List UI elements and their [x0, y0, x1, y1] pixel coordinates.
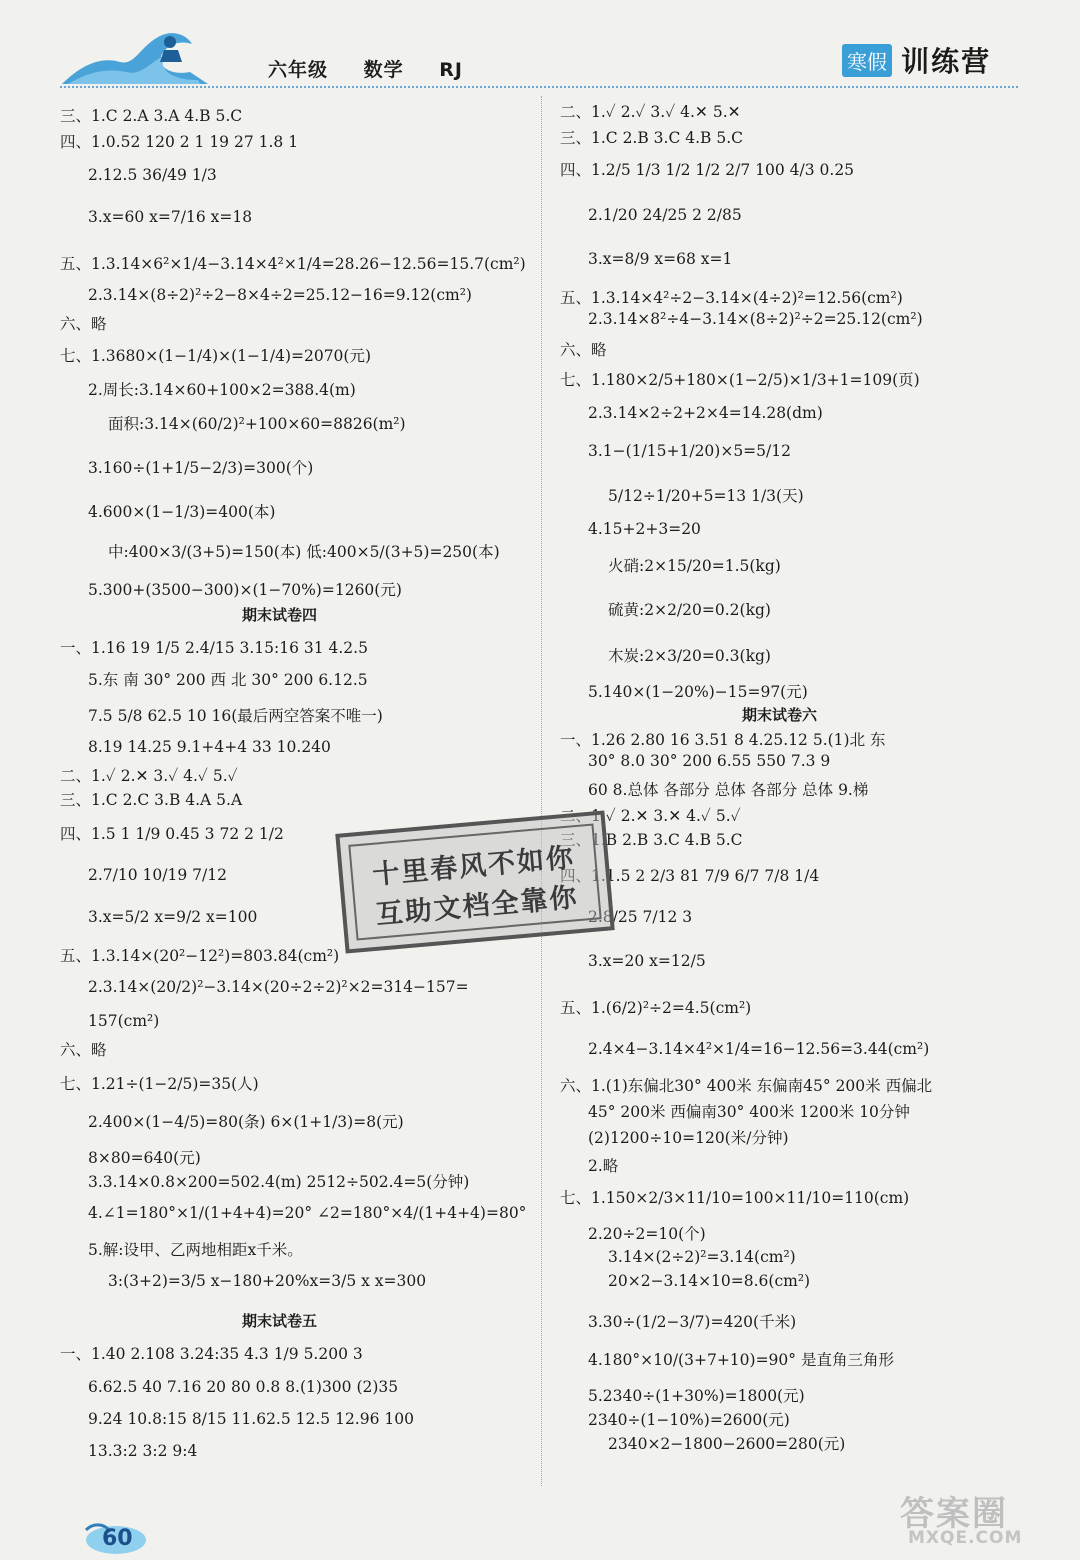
brand-tag: 寒假 — [842, 44, 892, 77]
answer-line: 2.3.14×(20/2)²−3.14×(20÷2÷2)²×2=314−157= — [88, 978, 469, 996]
answer-line: 四、1.5 1 1/9 0.45 3 72 2 1/2 — [60, 825, 284, 843]
answer-line: 2340÷(1−10%)=2600(元) — [588, 1411, 790, 1429]
header-divider — [60, 86, 1018, 88]
answer-line: 四、1.0.52 120 2 1 19 27 1.8 1 — [60, 133, 299, 151]
answer-line: 五、1.3.14×(20²−12²)=803.84(cm²) — [60, 947, 340, 965]
answer-line: 4.180°×10/(3+7+10)=90° 是直角三角形 — [588, 1351, 894, 1369]
answer-line: 二、1.✓ 2.✕ 3.✓ 4.✓ 5.✓ — [60, 767, 238, 785]
answer-line: 五、1.3.14×4²÷2−3.14×(4÷2)²=12.56(cm²) — [560, 289, 903, 307]
answer-line: 木炭:2×3/20=0.3(kg) — [608, 647, 771, 665]
answer-line: 7.5 5/8 62.5 10 16(最后两空答案不唯一) — [88, 707, 383, 725]
answer-line: 五、1.3.14×6²×1/4−3.14×4²×1/4=28.26−12.56=15.7(cm²) — [60, 255, 526, 273]
header-title — [268, 55, 491, 82]
answer-line: 3.x=60 x=7/16 x=18 — [88, 208, 253, 226]
answer-line: 2340×2−1800−2600=280(元) — [608, 1435, 846, 1453]
answer-line: 9.24 10.8:15 8/15 11.62.5 12.5 12.96 100 — [88, 1410, 414, 1428]
answer-line: 2.1/20 24/25 2 2/85 — [588, 206, 742, 224]
answer-line: 3.x=5/2 x=9/2 x=100 — [88, 908, 258, 926]
wave-surfer-logo-icon — [60, 26, 210, 88]
answer-line: 5.140×(1−20%)−15=97(元) — [588, 683, 808, 701]
answer-line: 2.7/10 10/19 7/12 — [88, 866, 227, 884]
answer-line: 3.1−(1/15+1/20)×5=5/12 — [588, 442, 791, 460]
watermark-url: MXQE.COM — [908, 1528, 1023, 1548]
answer-line: 2.4×4−3.14×4²×1/4=16−12.56=3.44(cm²) — [588, 1040, 930, 1058]
watermark-text: 答案圈 — [900, 1494, 1008, 1534]
answer-line: 一、1.26 2.80 16 3.51 8 4.25.12 5.(1)北 东 — [560, 731, 886, 749]
answer-line: 三、1.C 2.B 3.C 4.B 5.C — [560, 129, 744, 147]
answer-line: 二、1.✓ 2.✕ 3.✕ 4.✓ 5.✓ — [560, 807, 741, 825]
answer-line: 3.x=8/9 x=68 x=1 — [588, 250, 733, 268]
answer-line: 3.160÷(1+1/5−2/3)=300(个) — [88, 459, 314, 477]
answer-line: 3.x=20 x=12/5 — [588, 952, 706, 970]
section-title: 期末试卷四 — [242, 606, 318, 624]
answer-line: 硫黄:2×2/20=0.2(kg) — [608, 601, 771, 619]
answer-line: 2.20÷2=10(个) — [588, 1225, 706, 1243]
edition-label: RJ — [439, 59, 463, 81]
stamp-line-2: 互助文档全靠你 — [374, 882, 580, 931]
answer-line: 4.600×(1−1/3)=400(本) — [88, 503, 276, 521]
section-title: 期末试卷五 — [242, 1312, 318, 1330]
answer-line: 四、1.1.5 2 2/3 81 7/9 6/7 7/8 1/4 — [560, 867, 820, 885]
answer-line: 3.14×(2÷2)²=3.14(cm²) — [608, 1248, 796, 1266]
answer-line: 30° 8.0 30° 200 6.55 550 7.3 9 — [588, 752, 831, 770]
answer-line: (2)1200÷10=120(米/分钟) — [588, 1129, 789, 1147]
answer-line: 四、1.2/5 1/3 1/2 1/2 2/7 100 4/3 0.25 — [560, 161, 855, 179]
answer-line: 8×80=640(元) — [88, 1149, 201, 1167]
answer-line: 一、1.40 2.108 3.24:35 4.3 1/9 5.200 3 — [60, 1345, 363, 1363]
answer-line: 2.400×(1−4/5)=80(条) 6×(1+1/3)=8(元) — [88, 1113, 404, 1131]
answer-line: 中:400×3/(3+5)=150(本) 低:400×5/(3+5)=250(本) — [108, 543, 500, 561]
column-divider — [541, 96, 542, 1486]
answer-line: 6.62.5 40 7.16 20 80 0.8 8.(1)300 (2)35 — [88, 1378, 399, 1396]
answer-line: 45° 200米 西偏南30° 400米 1200米 10分钟 — [588, 1103, 910, 1121]
brand-logo — [842, 40, 991, 78]
answer-line: 二、1.✓ 2.✓ 3.✓ 4.✕ 5.✕ — [560, 103, 741, 121]
subject-label: 数学 — [363, 59, 404, 81]
answer-line: 2.3.14×2÷2+2×4=14.28(dm) — [588, 404, 823, 422]
answer-line: 8.19 14.25 9.1+4+4 33 10.240 — [88, 738, 331, 756]
brand-name: 训练营 — [901, 45, 992, 78]
answer-line: 三、1.C 2.A 3.A 4.B 5.C — [60, 107, 243, 125]
answer-line: 六、略 — [560, 341, 607, 359]
answer-line: 七、1.3680×(1−1/4)×(1−1/4)=2070(元) — [60, 347, 372, 365]
page-header — [0, 0, 1080, 95]
answer-line: 3:(3+2)=3/5 x−180+20%x=3/5 x x=300 — [108, 1272, 427, 1290]
answer-line: 13.3:2 3:2 9:4 — [88, 1442, 198, 1460]
answer-line: 3.3.14×0.8×200=502.4(m) 2512÷502.4=5(分钟) — [88, 1173, 470, 1191]
grade-label: 六年级 — [268, 59, 329, 81]
answer-line: 60 8.总体 各部分 总体 各部分 总体 9.梯 — [588, 781, 869, 799]
answer-line: 2.3.14×8²÷4−3.14×(8÷2)²÷2=25.12(cm²) — [588, 310, 923, 328]
answer-line: 3.30÷(1/2−3/7)=420(千米) — [588, 1313, 797, 1331]
answer-line: 三、1.C 2.C 3.B 4.A 5.A — [60, 791, 243, 809]
answer-line: 5.300+(3500−300)×(1−70%)=1260(元) — [88, 581, 402, 599]
answer-line: 4.15+2+3=20 — [588, 520, 701, 538]
answer-line: 5.东 南 30° 200 西 北 30° 200 6.12.5 — [88, 671, 368, 689]
page-number-badge — [80, 1520, 150, 1556]
answer-line: 七、1.150×2/3×11/10=100×11/10=110(cm) — [560, 1189, 910, 1207]
answer-line: 六、略 — [60, 315, 107, 333]
answer-line: 2.周长:3.14×60+100×2=388.4(m) — [88, 381, 356, 399]
stamp-overlay — [335, 810, 614, 953]
answer-line: 2.略 — [588, 1157, 619, 1175]
answer-line: 2.3.14×(8÷2)²÷2−8×4÷2=25.12−16=9.12(cm²) — [88, 286, 472, 304]
answer-line: 4.∠1=180°×1/(1+4+4)=20° ∠2=180°×4/(1+4+4)=80° — [88, 1204, 527, 1222]
answer-line: 火硝:2×15/20=1.5(kg) — [608, 557, 781, 575]
answer-line: 面积:3.14×(60/2)²+100×60=8826(m²) — [108, 415, 406, 433]
answer-line: 七、1.180×2/5+180×(1−2/5)×1/3+1=109(页) — [560, 371, 920, 389]
watermark — [898, 1484, 1068, 1554]
stamp-line-1: 十里春风不如你 — [371, 842, 577, 891]
answer-line: 2.8/25 7/12 3 — [588, 908, 693, 926]
answer-line: 五、1.(6/2)²÷2=4.5(cm²) — [560, 999, 752, 1017]
answer-line: 157(cm²) — [88, 1012, 160, 1030]
section-title: 期末试卷六 — [742, 706, 818, 724]
answer-line: 5.2340÷(1+30%)=1800(元) — [588, 1387, 805, 1405]
page-number: 60 — [102, 1526, 133, 1551]
answer-line: 一、1.16 19 1/5 2.4/15 3.15:16 31 4.2.5 — [60, 639, 368, 657]
answer-line: 六、略 — [60, 1041, 107, 1059]
answer-line: 5.解:设甲、乙两地相距x千米。 — [88, 1241, 303, 1259]
answer-line: 20×2−3.14×10=8.6(cm²) — [608, 1272, 811, 1290]
answer-line: 三、1.B 2.B 3.C 4.B 5.C — [560, 831, 743, 849]
answer-line: 七、1.21÷(1−2/5)=35(人) — [60, 1075, 259, 1093]
answer-line: 六、1.(1)东偏北30° 400米 东偏南45° 200米 西偏北 — [560, 1077, 933, 1095]
answer-line: 2.12.5 36/49 1/3 — [88, 166, 217, 184]
answer-line: 5/12÷1/20+5=13 1/3(天) — [608, 487, 804, 505]
